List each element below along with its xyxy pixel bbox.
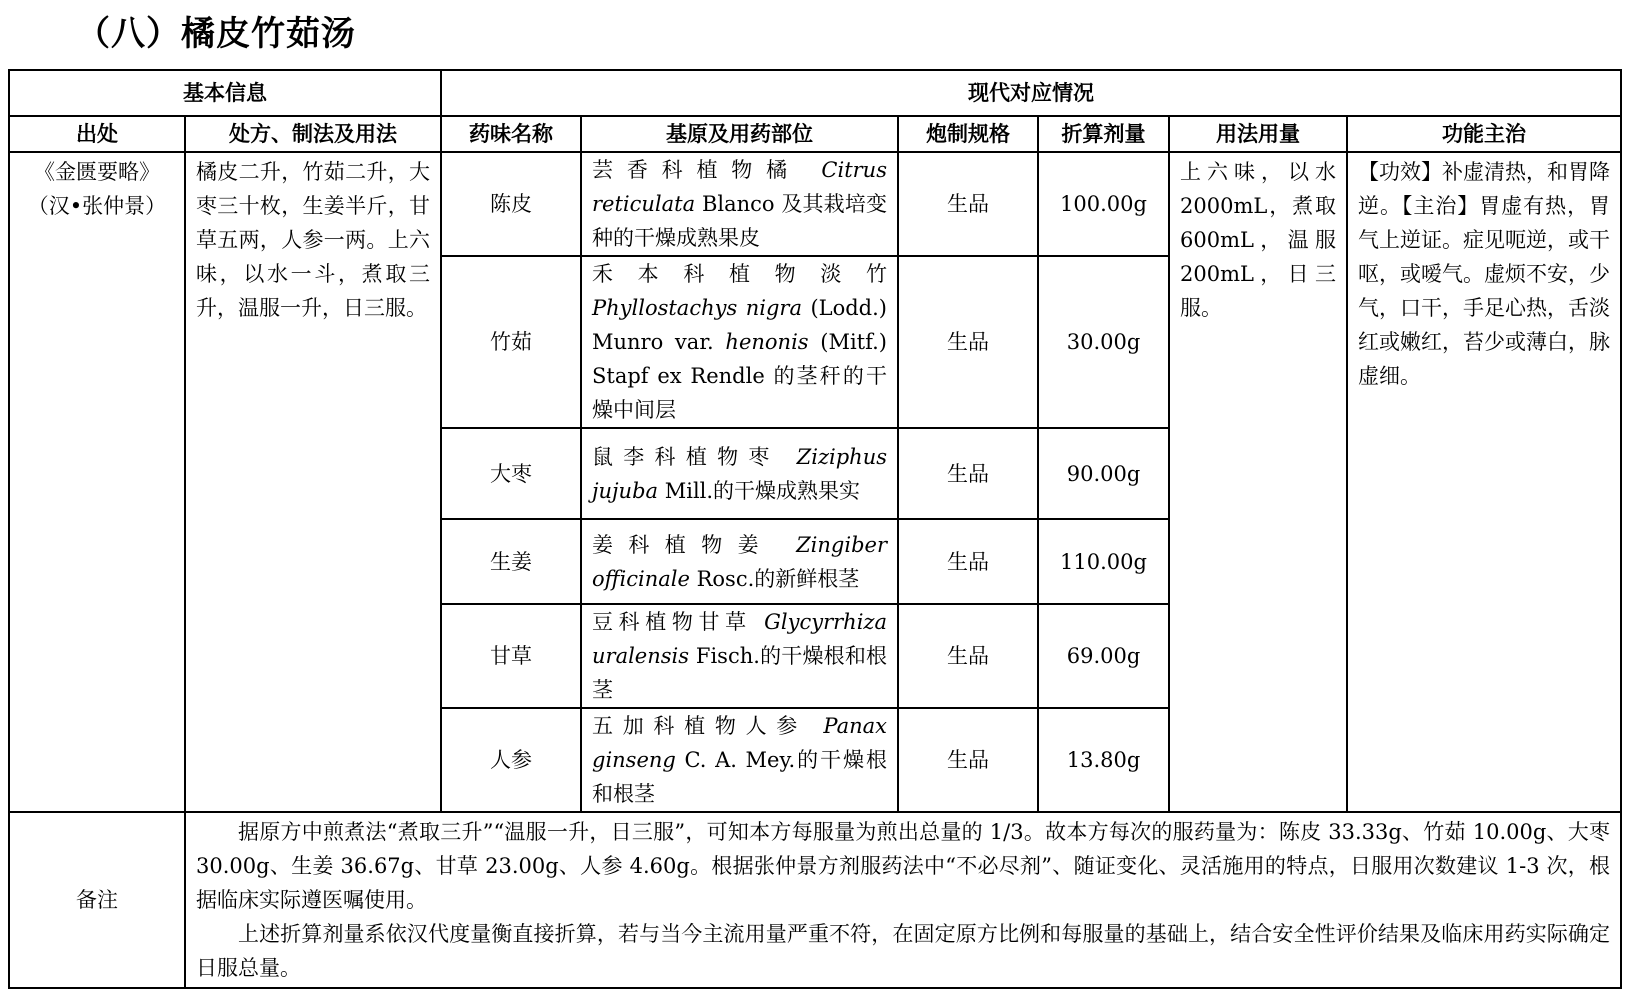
- herb-dose: 13.80g: [1038, 708, 1169, 812]
- herb-dose: 69.00g: [1038, 604, 1169, 708]
- herb-name: 甘草: [441, 604, 581, 708]
- page-title: （八）橘皮竹茹汤: [76, 14, 356, 54]
- herb-name: 大枣: [441, 428, 581, 519]
- prescription-cell: 橘皮二升，竹茹二升，大枣三十枚，生姜半斤，甘草五两，人参一两。上六味，以水一斗，煮取三升，温服一升，日三服。: [185, 152, 441, 812]
- herb-dose: 30.00g: [1038, 256, 1169, 428]
- group-basic-header: 基本信息: [9, 70, 441, 116]
- prescription-header: 处方、制法及用法: [185, 116, 441, 152]
- prescription-table: [8, 69, 1622, 989]
- herb-origin: 鼠李科植物枣 Ziziphus jujuba Mill.的干燥成熟果实: [581, 428, 898, 519]
- source-cell: 《金匮要略》（汉•张仲景）: [9, 152, 185, 812]
- herb-processing: 生品: [898, 428, 1038, 519]
- table-row: [9, 152, 1621, 256]
- herb-origin: 芸香科植物橘 Citrus reticulata Blanco 及其栽培变种的干燥成熟果皮: [581, 152, 898, 256]
- notes-paragraph: 上述折算剂量系依汉代度量衡直接折算，若与当今主流用量严重不符，在固定原方比例和每服量的基础上，结合安全性评价结果及临床用药实际确定日服总量。: [196, 922, 1611, 980]
- herb-processing: 生品: [898, 708, 1038, 812]
- herb-origin: 姜科植物姜 Zingiber officinale Rosc.的新鲜根茎: [581, 519, 898, 604]
- herb-processing: 生品: [898, 256, 1038, 428]
- notes-label: 备注: [9, 812, 185, 988]
- column-header-row: [9, 116, 1621, 152]
- herb-processing: 生品: [898, 519, 1038, 604]
- usage-header: 用法用量: [1169, 116, 1347, 152]
- herb-dose: 110.00g: [1038, 519, 1169, 604]
- group-modern-header: 现代对应情况: [441, 70, 1621, 116]
- group-header-row: [9, 70, 1621, 116]
- herb-processing: 生品: [898, 604, 1038, 708]
- herb-name: 生姜: [441, 519, 581, 604]
- usage-cell: 上六味，以水2000mL，煮取600mL，温服200mL，日三服。: [1169, 152, 1347, 812]
- herb-name-header: 药味名称: [441, 116, 581, 152]
- herb-origin: 五加科植物人参 Panax ginseng C. A. Mey.的干燥根和根茎: [581, 708, 898, 812]
- notes-row: [9, 812, 1621, 988]
- herb-name: 陈皮: [441, 152, 581, 256]
- herb-dose: 100.00g: [1038, 152, 1169, 256]
- function-header: 功能主治: [1347, 116, 1621, 152]
- herb-origin: 禾本科植物淡竹 Phyllostachys nigra (Lodd.) Munro var. henonis (Mitf.) Stapf ex Rendle 的茎秆的干燥中间层: [581, 256, 898, 428]
- notes-paragraph: 据原方中煎煮法“煮取三升”“温服一升，日三服”，可知本方每服量为煎出总量的 1/3。故本方每次的服药量为：陈皮 33.33g、竹茹 10.00g、大枣 30.00g、生姜 36.67g、甘草 23.00g、人参 4.60g。根据张仲景方剂服药法中“不必尽剂”、随证变化、灵活施用的特点，日服用次数建议 1-3 次，根据临床实际遵医嘱使用。: [196, 820, 1611, 912]
- origin-part-header: 基原及用药部位: [581, 116, 898, 152]
- herb-processing: 生品: [898, 152, 1038, 256]
- dose-header: 折算剂量: [1038, 116, 1169, 152]
- function-cell: 【功效】补虚清热，和胃降逆。【主治】胃虚有热，胃气上逆证。症见呃逆，或干呕，或嗳气。虚烦不安，少气，口干，手足心热，舌淡红或嫩红，苔少或薄白，脉虚细。: [1347, 152, 1621, 812]
- herb-name: 人参: [441, 708, 581, 812]
- notes-cell: [185, 812, 1621, 988]
- processing-header: 炮制规格: [898, 116, 1038, 152]
- source-header: 出处: [9, 116, 185, 152]
- herb-name: 竹茹: [441, 256, 581, 428]
- herb-origin: 豆科植物甘草 Glycyrrhiza uralensis Fisch.的干燥根和根茎: [581, 604, 898, 708]
- herb-dose: 90.00g: [1038, 428, 1169, 519]
